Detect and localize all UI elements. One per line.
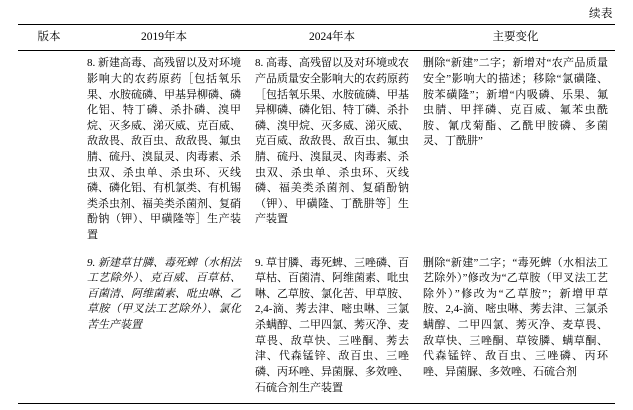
table-header — [18, 25, 615, 51]
row-changes-text: 删除“新建”二字；新增对“农产品质量安全”影响大的描述；移除“氯磺隆、胺苯磺隆”；新增“内吸磷、乐果、氟虫腈、甲拌磷、克百威、氟苯虫酰胺、氰戊菊酯、乙酰甲胺磷、多菌灵、丁酰肼” — [423, 57, 608, 148]
row-2024-cell — [248, 251, 416, 404]
row-2024-text: 9. 草甘膦、毒死蜱、三唑磷、百草枯、百菌清、阿维菌素、吡虫啉、乙草胺、氯化苦、甲草胺、2,4-滴、莠去津、嘧虫啉、三氯杀螨醇、二甲四氯、莠灭净、麦草畏、敌草快、三唑酮、莠去津、代森锰锌、敌百虫、三唑磷、丙环唑、异菌脲、多效唑、石硫合剂生产装置 — [255, 256, 409, 394]
column-header-2019: 2019年本 — [80, 25, 248, 51]
table-row — [18, 51, 615, 251]
row-2019-text: 9. 新建草甘膦、毒死蜱（水相法工艺除外）、克百威、百草枯、百菌清、阿维菌素、吡虫啉、乙草胺（甲叉法工艺除外）、氯化苦生产装置 — [87, 256, 241, 332]
table-body — [18, 51, 615, 404]
row-2019-cell — [80, 251, 248, 404]
column-header-version: 版本 — [18, 25, 80, 51]
table-header-row — [18, 25, 615, 51]
row-2024-cell — [248, 51, 416, 251]
continued-table-label: 续表 — [589, 8, 613, 20]
row-2024-text: 8. 高毒、高残留以及对环境或农产品质量安全影响大的农药原药［包括氧乐果、水胺硫磷、甲基异柳磷、磷化铝、特丁磷、杀扑磷、溴甲烷、灭多威、涕灭威、克百威、敌敌畏、敌百虫、氟虫腈、硫丹、溴鼠灵、肉毒素、杀虫双、杀虫单、杀虫环、灭线磷、福美类杀菌剂、复硝酚钠（钾）、甲磺隆、丁酰肼等］生产装置 — [255, 57, 409, 226]
row-version-cell — [18, 251, 80, 404]
column-header-changes: 主要变化 — [416, 25, 615, 51]
comparison-table — [18, 24, 615, 404]
table-row — [18, 251, 615, 404]
row-changes-text: 删除“新建”二字；“毒死蜱（水相法工艺除外）”修改为“乙草胺（甲叉法工艺除外）”修改为“乙草胺”；新增甲草胺、2,4-滴、嘧虫啉、莠去津、三氯杀螨醇、二甲四氯、莠灭净、麦草畏、敌草快、三唑酮、草铵膦、螨草酮、代森锰锌、敌百虫、三唑磷、丙环唑、异菌脲、多效唑、石硫合剂 — [423, 256, 608, 378]
row-changes-cell — [416, 251, 615, 404]
row-2019-cell — [80, 51, 248, 251]
row-changes-cell — [416, 51, 615, 251]
row-version-cell — [18, 51, 80, 251]
column-header-2024: 2024年本 — [248, 25, 416, 51]
row-2019-text: 8. 新建高毒、高残留以及对环境影响大的农药原药［包括氧乐果、水胺硫磷、甲基异柳磷、磷化铝、特丁磷、杀扑磷、溴甲烷、灭多威、涕灭威、克百威、敌敌畏、敌百虫、敌敌畏、氟虫腈、硫丹、溴鼠灵、肉毒素、杀虫双、杀虫单、杀虫环、灭线磷、磷化铝、有机氯类、有机锡类杀虫剂、福美类杀菌剂、复硝酚钠（钾）、甲磺隆等］生产装置 — [87, 57, 241, 242]
